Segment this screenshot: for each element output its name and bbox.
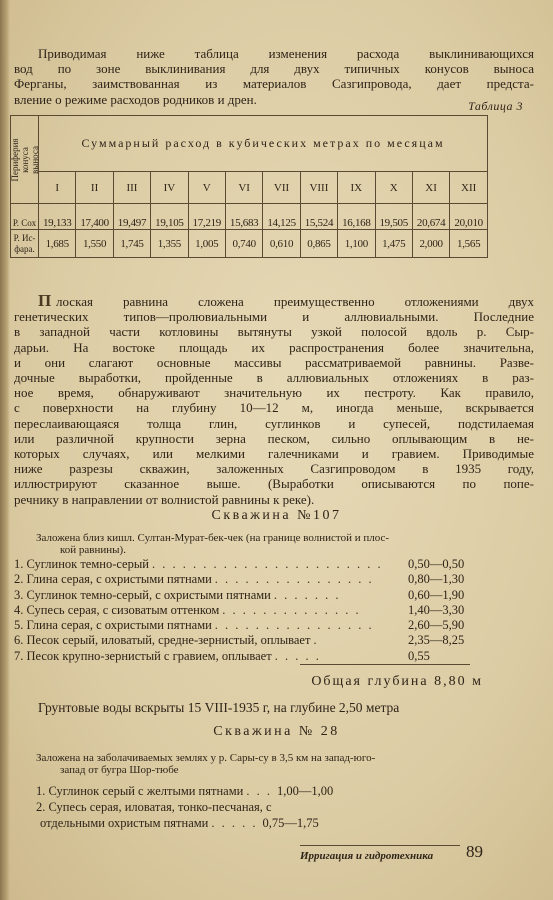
table-group-header: Суммарный расход в кубических метрах по месяцам — [39, 116, 488, 172]
table-cell: 0,610 — [263, 230, 300, 258]
drop-cap: П — [38, 293, 52, 310]
layer-description: отдельными охристым пятнами — [40, 816, 209, 830]
list-item — [36, 816, 476, 832]
journal-footer: Ирригация и гидротехника — [300, 845, 460, 862]
leader-dots: . . . . . . . . . . . . . . . . — [214, 572, 374, 587]
table-cell: 1,745 — [113, 230, 150, 258]
body-line: ниже разрезы скважин, заложенных Сазгипроводом в 1935 году, — [14, 461, 534, 477]
layer-depth: 0,80—1,30 — [408, 572, 465, 587]
corner-header-line: конуса — [19, 146, 30, 173]
body-line: речнику в направлении от волнистой равнины к реке). — [14, 491, 315, 507]
well-28-title: Скважина № 28 — [213, 724, 340, 739]
layer-depth: 1,40—3,30 — [408, 602, 465, 617]
body-line: с поверхности на глубину 10—12 м, иногда меньше, вскрывается — [14, 400, 534, 416]
layer-depth: 2,60—5,90 — [408, 618, 465, 633]
well-107-location — [36, 532, 536, 556]
groundwater-note: Грунтовые воды вскрыты 15 VIII-1935 г, на глубине 2,50 метра — [38, 700, 400, 715]
leader-dots: . . . . . — [274, 648, 321, 663]
layer-description: 6. Песок серый, иловатый, средне-зернистый, оплывает — [14, 633, 311, 648]
well-28-location — [36, 752, 536, 776]
month-header: VI — [225, 172, 262, 204]
row-label-line: Р. Ис- — [13, 232, 36, 243]
month-header: II — [76, 172, 113, 204]
table-corner-header — [11, 116, 39, 204]
layer-description: 4. Супесь серая, с сизоватым оттенком — [14, 602, 220, 617]
corner-header-line: Периферия — [9, 137, 20, 182]
layer-depth: 2,35—8,25 — [408, 633, 465, 648]
table-cell: 1,685 — [39, 230, 76, 258]
intro-line: вление о режиме расходов родников и дрен. — [14, 91, 257, 107]
list-item — [14, 572, 484, 587]
layer-depth: 0,60—1,90 — [408, 587, 465, 602]
table-cell: 1,550 — [76, 230, 113, 258]
table-row — [11, 230, 488, 258]
layer-description: 2. Супесь серая, иловатая, тонко-песчаная, с — [36, 800, 272, 814]
body-line: или различной крупности зерна песком, сильно оплывающим в не- — [14, 430, 534, 446]
table-cell: 0,740 — [225, 230, 262, 258]
body-line-text: лоская равнина сложена преимущественно отложениями двух — [56, 294, 534, 309]
table-cell: 0,865 — [300, 230, 337, 258]
leader-dots: . . . . . — [211, 816, 258, 830]
intro-line: вод по зоне выклинивания для двух типичных конусов выноса — [14, 61, 534, 77]
well-107-layers — [14, 557, 484, 664]
month-header: IV — [151, 172, 188, 204]
layer-depth: 1,00—1,00 — [276, 784, 334, 798]
leader-dots: . . . . . . . . . . . . . . . . — [214, 618, 374, 633]
month-header: IX — [338, 172, 375, 204]
body-line: дарьи. На востоке площадь их распространения более значительна, — [14, 339, 534, 355]
page-number: 89 — [466, 842, 483, 861]
list-item — [14, 649, 484, 664]
list-item — [36, 784, 476, 800]
table-cell: 14,125 — [263, 204, 300, 230]
month-header: XI — [412, 172, 449, 204]
list-item — [14, 557, 484, 572]
month-header: XII — [450, 172, 488, 204]
body-line: генетических типов—пролювиальными и аллювиальными. Последние — [14, 309, 534, 325]
table-cell: 19,505 — [375, 204, 412, 230]
month-header: VIII — [300, 172, 337, 204]
layer-description: 1. Суглинок серый с желтыми пятнами — [36, 784, 244, 798]
month-header: I — [39, 172, 76, 204]
table-cell: 19,133 — [39, 204, 76, 230]
well-107-title: Скважина №107 — [211, 508, 342, 523]
body-line: дочные выработки, пройденные в аллювиальных отложениях в раз- — [14, 370, 534, 386]
total-depth: Общая глубина 8,80 м — [311, 674, 483, 689]
month-header: III — [113, 172, 150, 204]
intro-line: Ферганы, заимствованная из материалов Сазгипровода, дает предста- — [14, 76, 534, 92]
table-cell: 19,105 — [151, 204, 188, 230]
list-item — [36, 800, 476, 816]
row-label: Р. Сох — [11, 204, 39, 230]
layer-depth: 0,50—0,50 — [408, 557, 465, 571]
discharge-table — [10, 115, 488, 258]
location-line: Заложена близ кишл. Султан-Мурат-бек-чек (на границе волнистой и плос- — [36, 532, 390, 544]
layer-description: 2. Глина серая, с охристыми пятнами — [14, 572, 212, 587]
leader-dots: . . . — [246, 784, 272, 798]
month-header: VII — [263, 172, 300, 204]
location-line: Заложена на заболачиваемых землях у р. Сары-су в 3,5 км на запад-юго- — [36, 752, 376, 764]
row-label — [11, 230, 39, 258]
list-item — [14, 588, 484, 603]
total-divider — [300, 664, 470, 665]
table-cell: 2,000 — [412, 230, 449, 258]
leader-dots: . . . . . . . — [273, 587, 341, 602]
month-header: X — [375, 172, 412, 204]
body-line: ное время, обнаруживают значительную их пестроту. Как правило, — [14, 385, 534, 401]
body-line: которых случаях, или мелкими галечниками и гравием. Приводимые — [14, 446, 534, 462]
table-cell: 20,674 — [412, 204, 449, 230]
table-cell: 15,524 — [300, 204, 337, 230]
table-cell: 1,565 — [450, 230, 488, 258]
location-line: кой равнины). — [60, 544, 126, 556]
table-cell: 1,355 — [151, 230, 188, 258]
table-cell: 17,400 — [76, 204, 113, 230]
body-line: иллюстрируют сказанное выше. (Выработки описываются по попе- — [14, 476, 534, 492]
table-cell: 15,683 — [225, 204, 262, 230]
list-item — [14, 618, 484, 633]
body-paragraph — [14, 293, 534, 507]
table-cell: 1,100 — [338, 230, 375, 258]
body-line: в западной части котловины вытянуты узкой полосой вдоль р. Сыр- — [14, 324, 534, 340]
layer-description: 5. Глина серая, с охристыми пятнами — [14, 618, 212, 633]
layer-depth: 0,55 — [408, 648, 430, 663]
table-caption: Таблица 3 — [468, 99, 523, 113]
table-cell: 1,475 — [375, 230, 412, 258]
table-row — [11, 204, 488, 230]
leader-dots: . — [313, 633, 319, 648]
layer-description: 1. Суглинок темно-серый — [14, 557, 149, 571]
table-cell: 16,168 — [338, 204, 375, 230]
body-line — [14, 293, 534, 309]
month-header: V — [188, 172, 225, 204]
leader-dots: . . . . . . . . . . . . . . . . . . . . . . . — [151, 557, 383, 571]
table-cell: 19,497 — [113, 204, 150, 230]
page-binding-shadow — [0, 0, 10, 900]
intro-paragraph — [14, 46, 534, 107]
body-line: переслаивающаяся толща глин, суглинков и супесей, подстилаемая — [14, 415, 534, 431]
location-line: запад от бугра Шор-тюбе — [60, 764, 179, 776]
layer-description: 3. Суглинок темно-серый, с охристыми пятнами — [14, 587, 271, 602]
leader-dots: . . . . . . . . . . . . . . — [222, 602, 361, 617]
list-item — [14, 633, 484, 648]
well-28-layers — [36, 784, 476, 832]
list-item — [14, 603, 484, 618]
layer-description: 7. Песок крупно-зернистый с гравием, оплывает — [14, 648, 272, 663]
body-line: и они слагают основные массивы рассматриваемой равнины. Разве- — [14, 354, 534, 370]
table-cell: 20,010 — [450, 204, 488, 230]
layer-depth: 0,75—1,75 — [262, 816, 319, 830]
intro-line: Приводимая ниже таблица изменения расхода выклинивающихся — [38, 46, 534, 61]
table-cell: 1,005 — [188, 230, 225, 258]
corner-header-line: выноса — [29, 145, 40, 174]
row-label-line: фара. — [14, 243, 35, 254]
table-cell: 17,219 — [188, 204, 225, 230]
